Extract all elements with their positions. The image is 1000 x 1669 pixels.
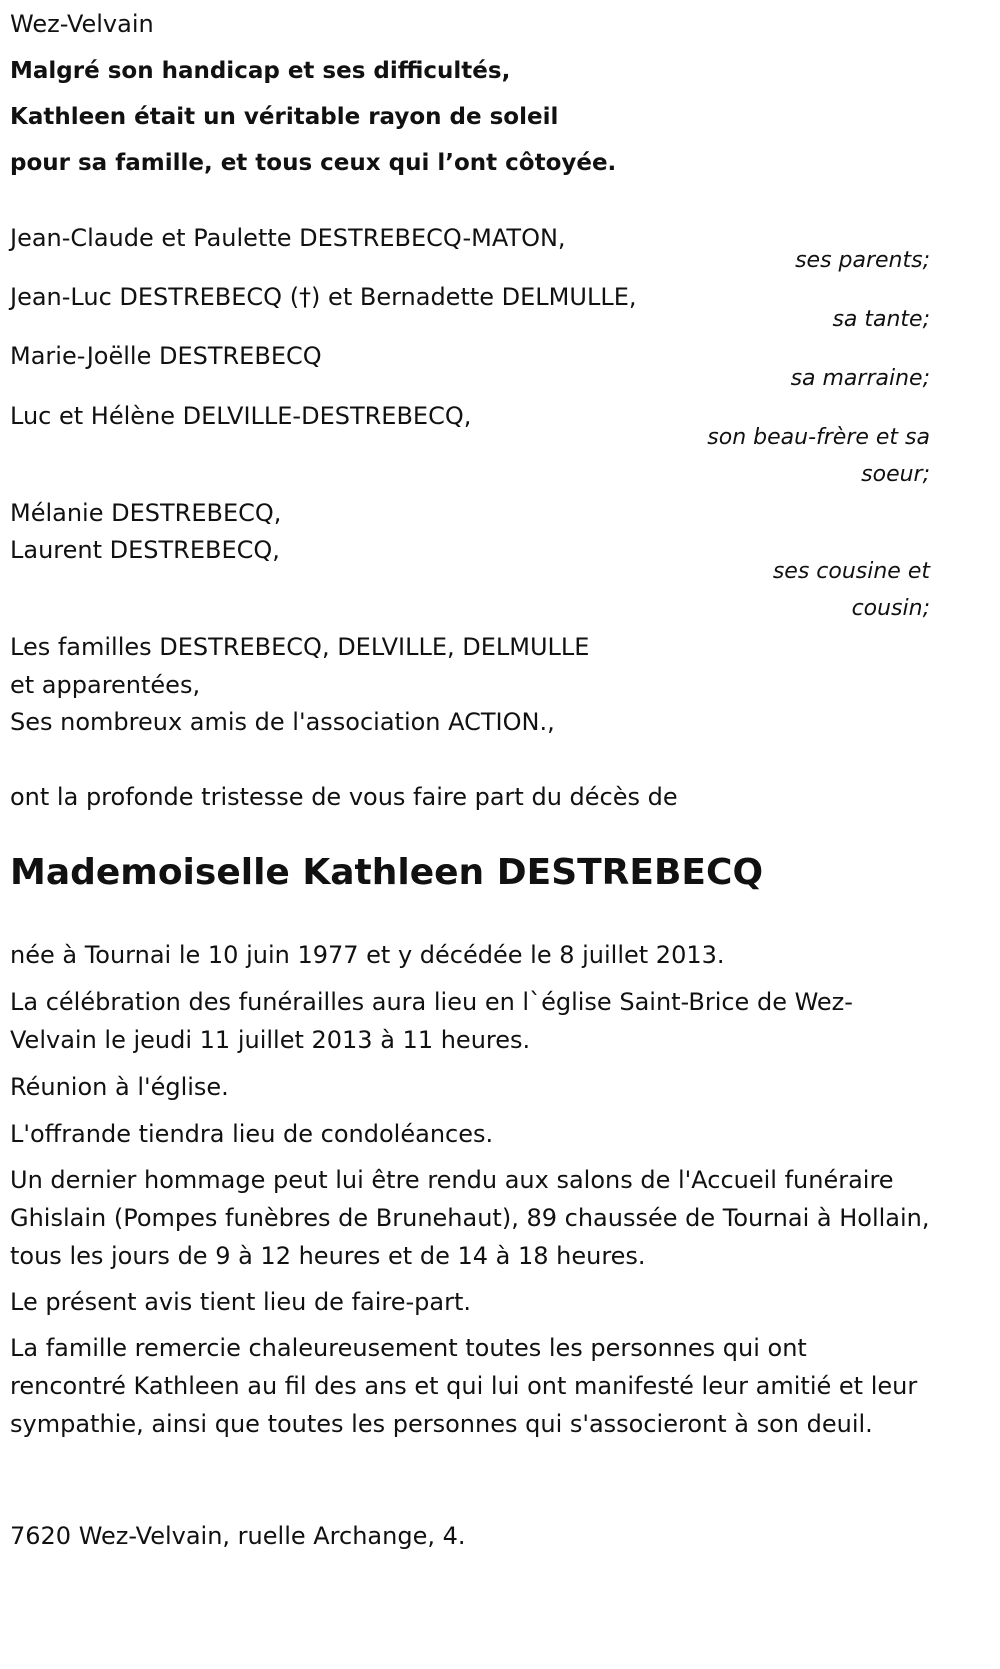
family-role-cousins-line1: ses cousine et [772, 559, 930, 584]
tribute-text: Un dernier hommage peut lui être rendu aux salons de l'Accueil funéraire Ghislain (Pompes funèbres de Brunehaut), 89 chaussée de Tournai à Hollain, tous les jours de 9 à 12 heures et de 14 à 18 heures. [10, 1166, 930, 1270]
family-names-sibling: Luc et Hélène DELVILLE-DESTREBECQ, [10, 402, 472, 430]
thanks-text: La famille remercie chaleureusement toutes les personnes qui ont rencontré Kathleen au fil des ans et qui lui ont manifesté leur amitié et leur sympathie, ainsi que toutes les personnes qui s'associeront à son deuil. [10, 1334, 918, 1438]
family-names-parents: Jean-Claude et Paulette DESTREBECQ-MATON, [10, 224, 566, 252]
family-names-cousin-2: Laurent DESTREBECQ, [10, 536, 280, 564]
notice-text: Le présent avis tient lieu de faire-part. [10, 1288, 472, 1316]
quote-line-1: Malgré son handicap et ses difficultés, [10, 58, 511, 84]
offering-text: L'offrande tiendra lieu de condoléances. [10, 1120, 494, 1148]
family-role-godmother: sa marraine; [790, 366, 930, 391]
quote-line-2: Kathleen était un véritable rayon de soleil [10, 104, 559, 130]
family-role-aunt: sa tante; [832, 307, 930, 332]
quote-line-3: pour sa famille, et tous ceux qui l’ont côtoyée. [10, 150, 617, 176]
family-names-cousin-1: Mélanie DESTREBECQ, [10, 499, 282, 527]
location-heading: Wez-Velvain [10, 10, 154, 38]
family-names-godmother: Marie-Joëlle DESTREBECQ [10, 342, 322, 370]
family-role-sibling-line2: soeur; [861, 462, 930, 487]
family-role-cousins-line2: cousin; [851, 596, 930, 621]
other-families-line: Les familles DESTREBECQ, DELVILLE, DELMULLE [10, 633, 590, 661]
related-line: et apparentées, [10, 671, 201, 699]
announcement-text: ont la profonde tristesse de vous faire part du décès de [10, 783, 678, 811]
meeting-text: Réunion à l'église. [10, 1073, 229, 1101]
address-text: 7620 Wez-Velvain, ruelle Archange, 4. [10, 1522, 466, 1550]
funeral-text: La célébration des funérailles aura lieu en l`église Saint-Brice de Wez-Velvain le jeudi 11 juillet 2013 à 11 heures. [10, 988, 853, 1054]
deceased-name: Mademoiselle Kathleen DESTREBECQ [10, 852, 764, 893]
family-role-sibling-line1: son beau-frère et sa [707, 425, 930, 450]
obituary-notice [10, 0, 930, 1669]
birth-death-text: née à Tournai le 10 juin 1977 et y décédée le 8 juillet 2013. [10, 941, 725, 969]
family-role-parents: ses parents; [795, 248, 930, 273]
family-names-aunt: Jean-Luc DESTREBECQ (†) et Bernadette DELMULLE, [10, 283, 637, 311]
friends-line: Ses nombreux amis de l'association ACTION., [10, 708, 555, 736]
